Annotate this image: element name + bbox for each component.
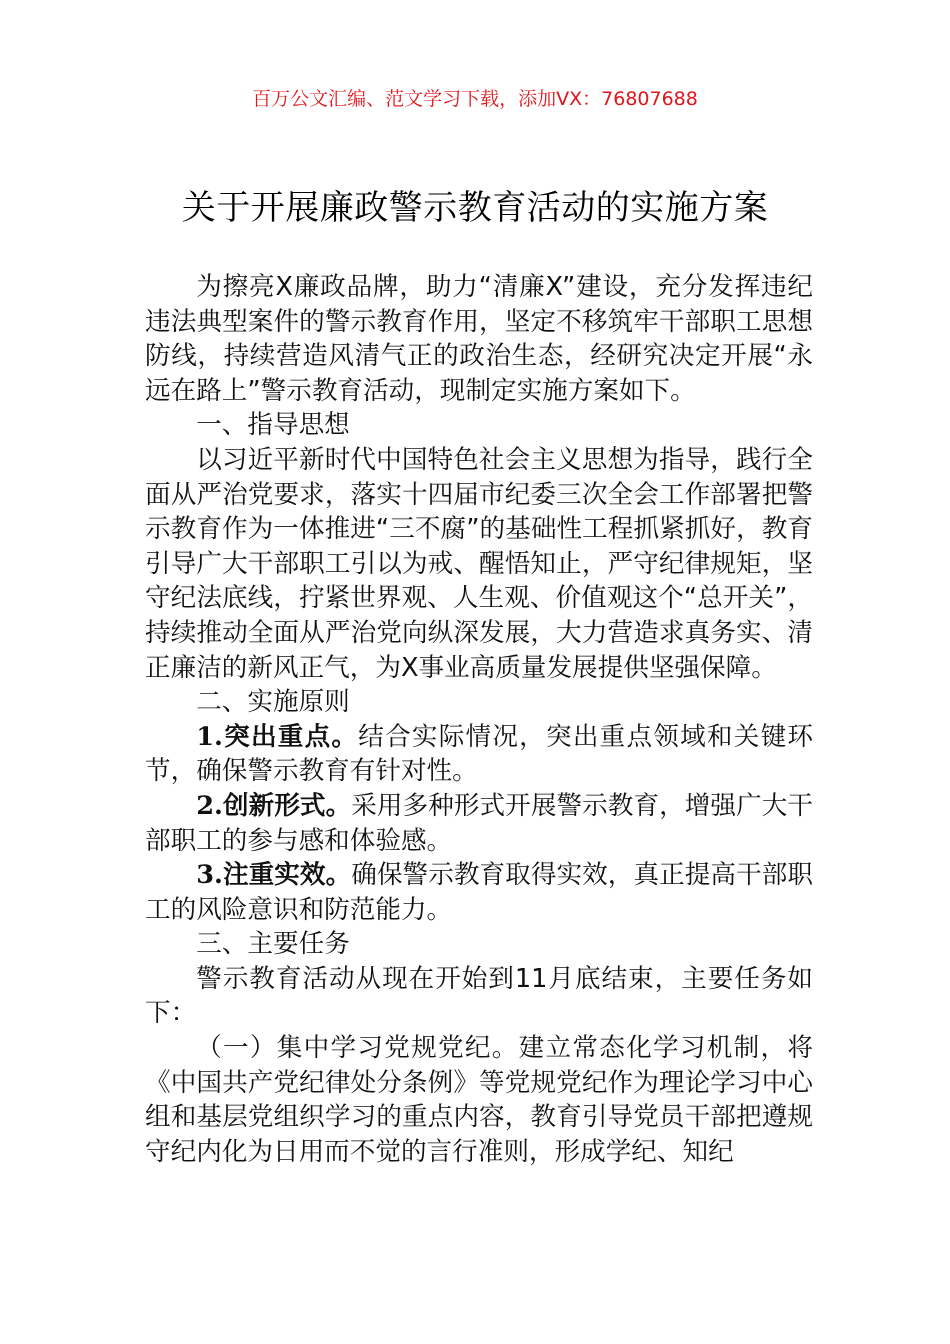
- principle-1-title: 突出重点。: [222, 721, 359, 752]
- principle-3-title: 注重实效。: [222, 860, 352, 891]
- section-heading-guiding: 一、指导思想: [196, 410, 350, 441]
- section-heading-tasks: 三、主要任务: [196, 929, 350, 960]
- task-1-paragraph: （一）集中学习党规党纪。建立常态化学习机制，将《中国共产党纪律处分条例》等党规党纪作为理论学习中心组和基层党组织学习的重点内容，教育引导党员干部把遵规守纪内化为日用而不觉的言行准则，形成学纪、知纪: [145, 1033, 813, 1167]
- document-title: 关于开展廉政警示教育活动的实施方案: [181, 188, 769, 228]
- tasks-intro-paragraph: 警示教育活动从现在开始到11月底结束，主要任务如下：: [145, 963, 813, 1029]
- principle-1: [145, 720, 813, 789]
- principle-2-lead: [196, 791, 351, 821]
- principle-2-number: 2.: [196, 790, 223, 821]
- document-body: [145, 270, 813, 1169]
- principle-3-text: 确保警示教育取得实效，真正提高干部职工的风险意识和防范能力。: [145, 860, 813, 925]
- guiding-paragraph: 以习近平新时代中国特色社会主义思想为指导，践行全面从严治党要求，落实十四届市纪委三次全会工作部署把警示教育作为一体推进“三不腐”的基础性工程抓紧抓好，教育引导广大干部职工引以为戒、醒悟知止，严守纪律规矩，坚守纪法底线，拧紧世界观、人生观、价值观这个“总开关”，持续推动全面从严治党向纵深发展，大力营造求真务实、清正廉洁的新风正气，为X事业高质量发展提供坚强保障。: [145, 444, 813, 683]
- principle-2: [145, 789, 813, 858]
- section-heading-principles: 二、实施原则: [196, 687, 350, 718]
- principle-3: [145, 858, 813, 927]
- principle-3-lead: [196, 860, 351, 890]
- principle-1-number: 1.: [196, 721, 223, 752]
- intro-paragraph: 为擦亮X廉政品牌，助力“清廉X”建设，充分发挥违纪违法典型案件的警示教育作用，坚定不移筑牢干部职工思想防线，持续营造风清气正的政治生态，经研究决定开展“永远在路上”警示教育活动，现制定实施方案如下。: [145, 272, 813, 406]
- principle-3-number: 3.: [196, 860, 223, 891]
- principle-1-text: 结合实际情况，突出重点领域和关键环节，确保警示教育有针对性。: [145, 721, 813, 787]
- principle-2-text: 采用多种形式开展警示教育，增强广大干部职工的参与感和体验感。: [145, 790, 813, 856]
- principle-2-title: 创新形式。: [222, 790, 352, 821]
- principle-1-lead: [196, 722, 358, 752]
- download-banner: 百万公文汇编、范文学习下载，添加VX：76807688: [252, 88, 698, 110]
